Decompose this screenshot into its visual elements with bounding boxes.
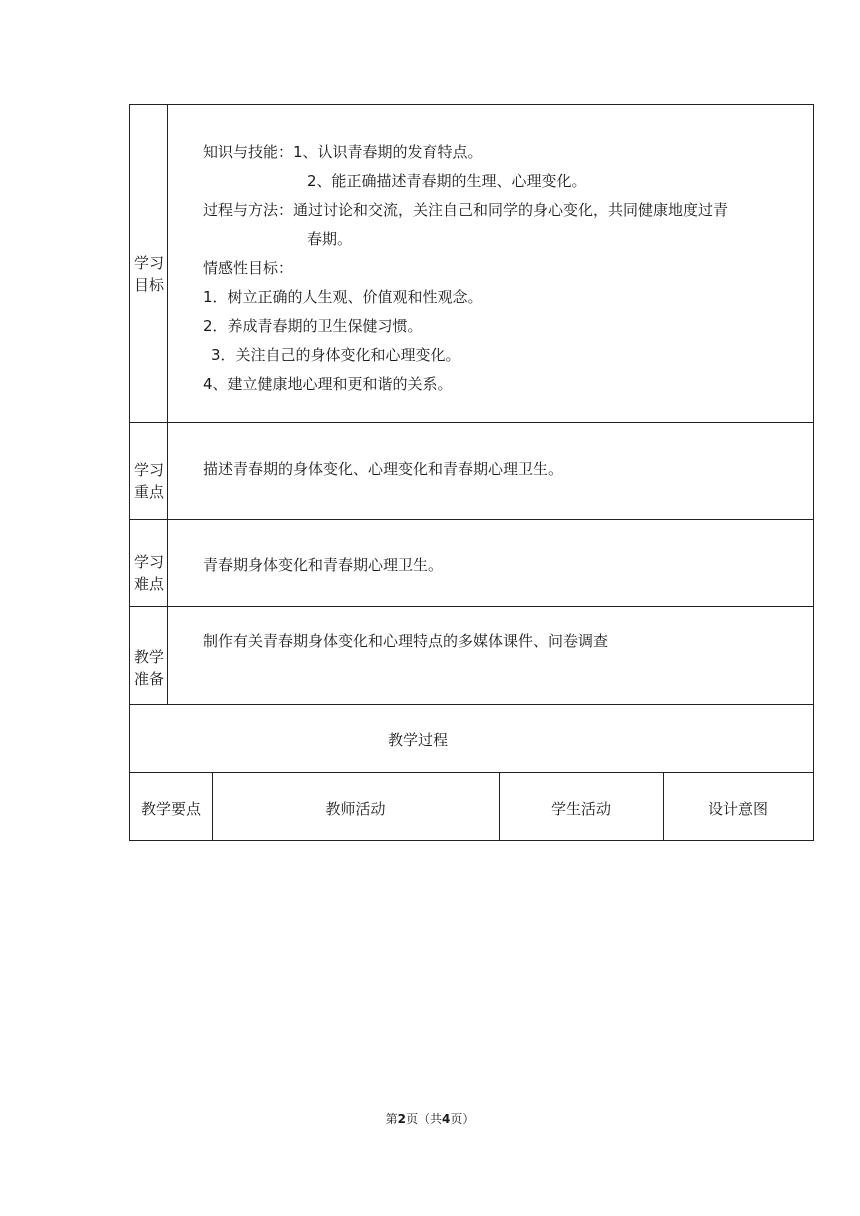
footer-middle: 页（共 bbox=[405, 1112, 442, 1126]
preparation-label bbox=[130, 646, 168, 690]
knowledge-item-2: 2、能正确描述青春期的生理、心理变化。 bbox=[307, 172, 587, 190]
emotion-item-2: 2．养成青春期的卫生保健习惯。 bbox=[203, 317, 423, 335]
emotion-item-3: 3．关注自己的身体变化和心理变化。 bbox=[211, 346, 461, 364]
emotion-item-1: 1．树立正确的人生观、价值观和性观念。 bbox=[203, 288, 483, 306]
knowledge-line-1 bbox=[203, 138, 483, 167]
lesson-plan-table bbox=[129, 104, 814, 841]
knowledge-prefix: 知识与技能： bbox=[203, 143, 294, 161]
difficulties-label-line-2: 难点 bbox=[133, 575, 164, 593]
column-header-teacher-activity: 教师活动 bbox=[325, 800, 386, 818]
column-header-key-points: 教学要点 bbox=[140, 800, 201, 818]
row-divider bbox=[130, 704, 813, 705]
knowledge-item-1: 1、认识青春期的发育特点。 bbox=[293, 143, 483, 161]
difficulties-label bbox=[130, 551, 168, 595]
emotion-item-4: 4、建立健康地心理和更和谐的关系。 bbox=[203, 375, 453, 393]
teaching-process-heading: 教学过程 bbox=[387, 731, 448, 749]
page-footer bbox=[0, 1110, 860, 1127]
process-prefix: 过程与方法： bbox=[203, 201, 294, 219]
key-points-label-line-1: 学习 bbox=[133, 461, 164, 479]
key-points-content: 描述青春期的身体变化、心理变化和青春期心理卫生。 bbox=[203, 460, 564, 478]
process-line-1 bbox=[203, 196, 728, 225]
footer-page-number: 2 bbox=[397, 1112, 406, 1126]
difficulties-label-line-1: 学习 bbox=[133, 553, 164, 571]
preparation-label-line-1: 教学 bbox=[133, 648, 164, 666]
process-text-2: 春期。 bbox=[307, 230, 353, 248]
preparation-label-line-2: 准备 bbox=[133, 670, 164, 688]
row-divider bbox=[130, 606, 813, 607]
preparation-content: 制作有关青春期身体变化和心理特点的多媒体课件、问卷调查 bbox=[203, 632, 609, 650]
column-header-design-intent: 设计意图 bbox=[707, 800, 768, 818]
row-divider bbox=[130, 422, 813, 423]
process-text-1: 通过讨论和交流，关注自己和同学的身心变化，共同健康地度过青 bbox=[293, 201, 729, 219]
objectives-label bbox=[130, 252, 168, 296]
label-column-divider bbox=[167, 105, 168, 704]
difficulties-content: 青春期身体变化和青春期心理卫生。 bbox=[203, 556, 444, 574]
row-divider bbox=[130, 519, 813, 520]
column-header-student-activity: 学生活动 bbox=[550, 800, 611, 818]
footer-suffix: 页） bbox=[450, 1112, 475, 1126]
key-points-label bbox=[130, 459, 168, 503]
footer-total-pages: 4 bbox=[442, 1112, 451, 1126]
row-divider bbox=[130, 772, 813, 773]
emotion-title: 情感性目标： bbox=[203, 259, 294, 277]
key-points-label-line-2: 重点 bbox=[133, 483, 164, 501]
objectives-label-line-1: 学习 bbox=[133, 254, 164, 272]
objectives-label-line-2: 目标 bbox=[133, 276, 164, 294]
footer-prefix: 第 bbox=[385, 1112, 398, 1126]
